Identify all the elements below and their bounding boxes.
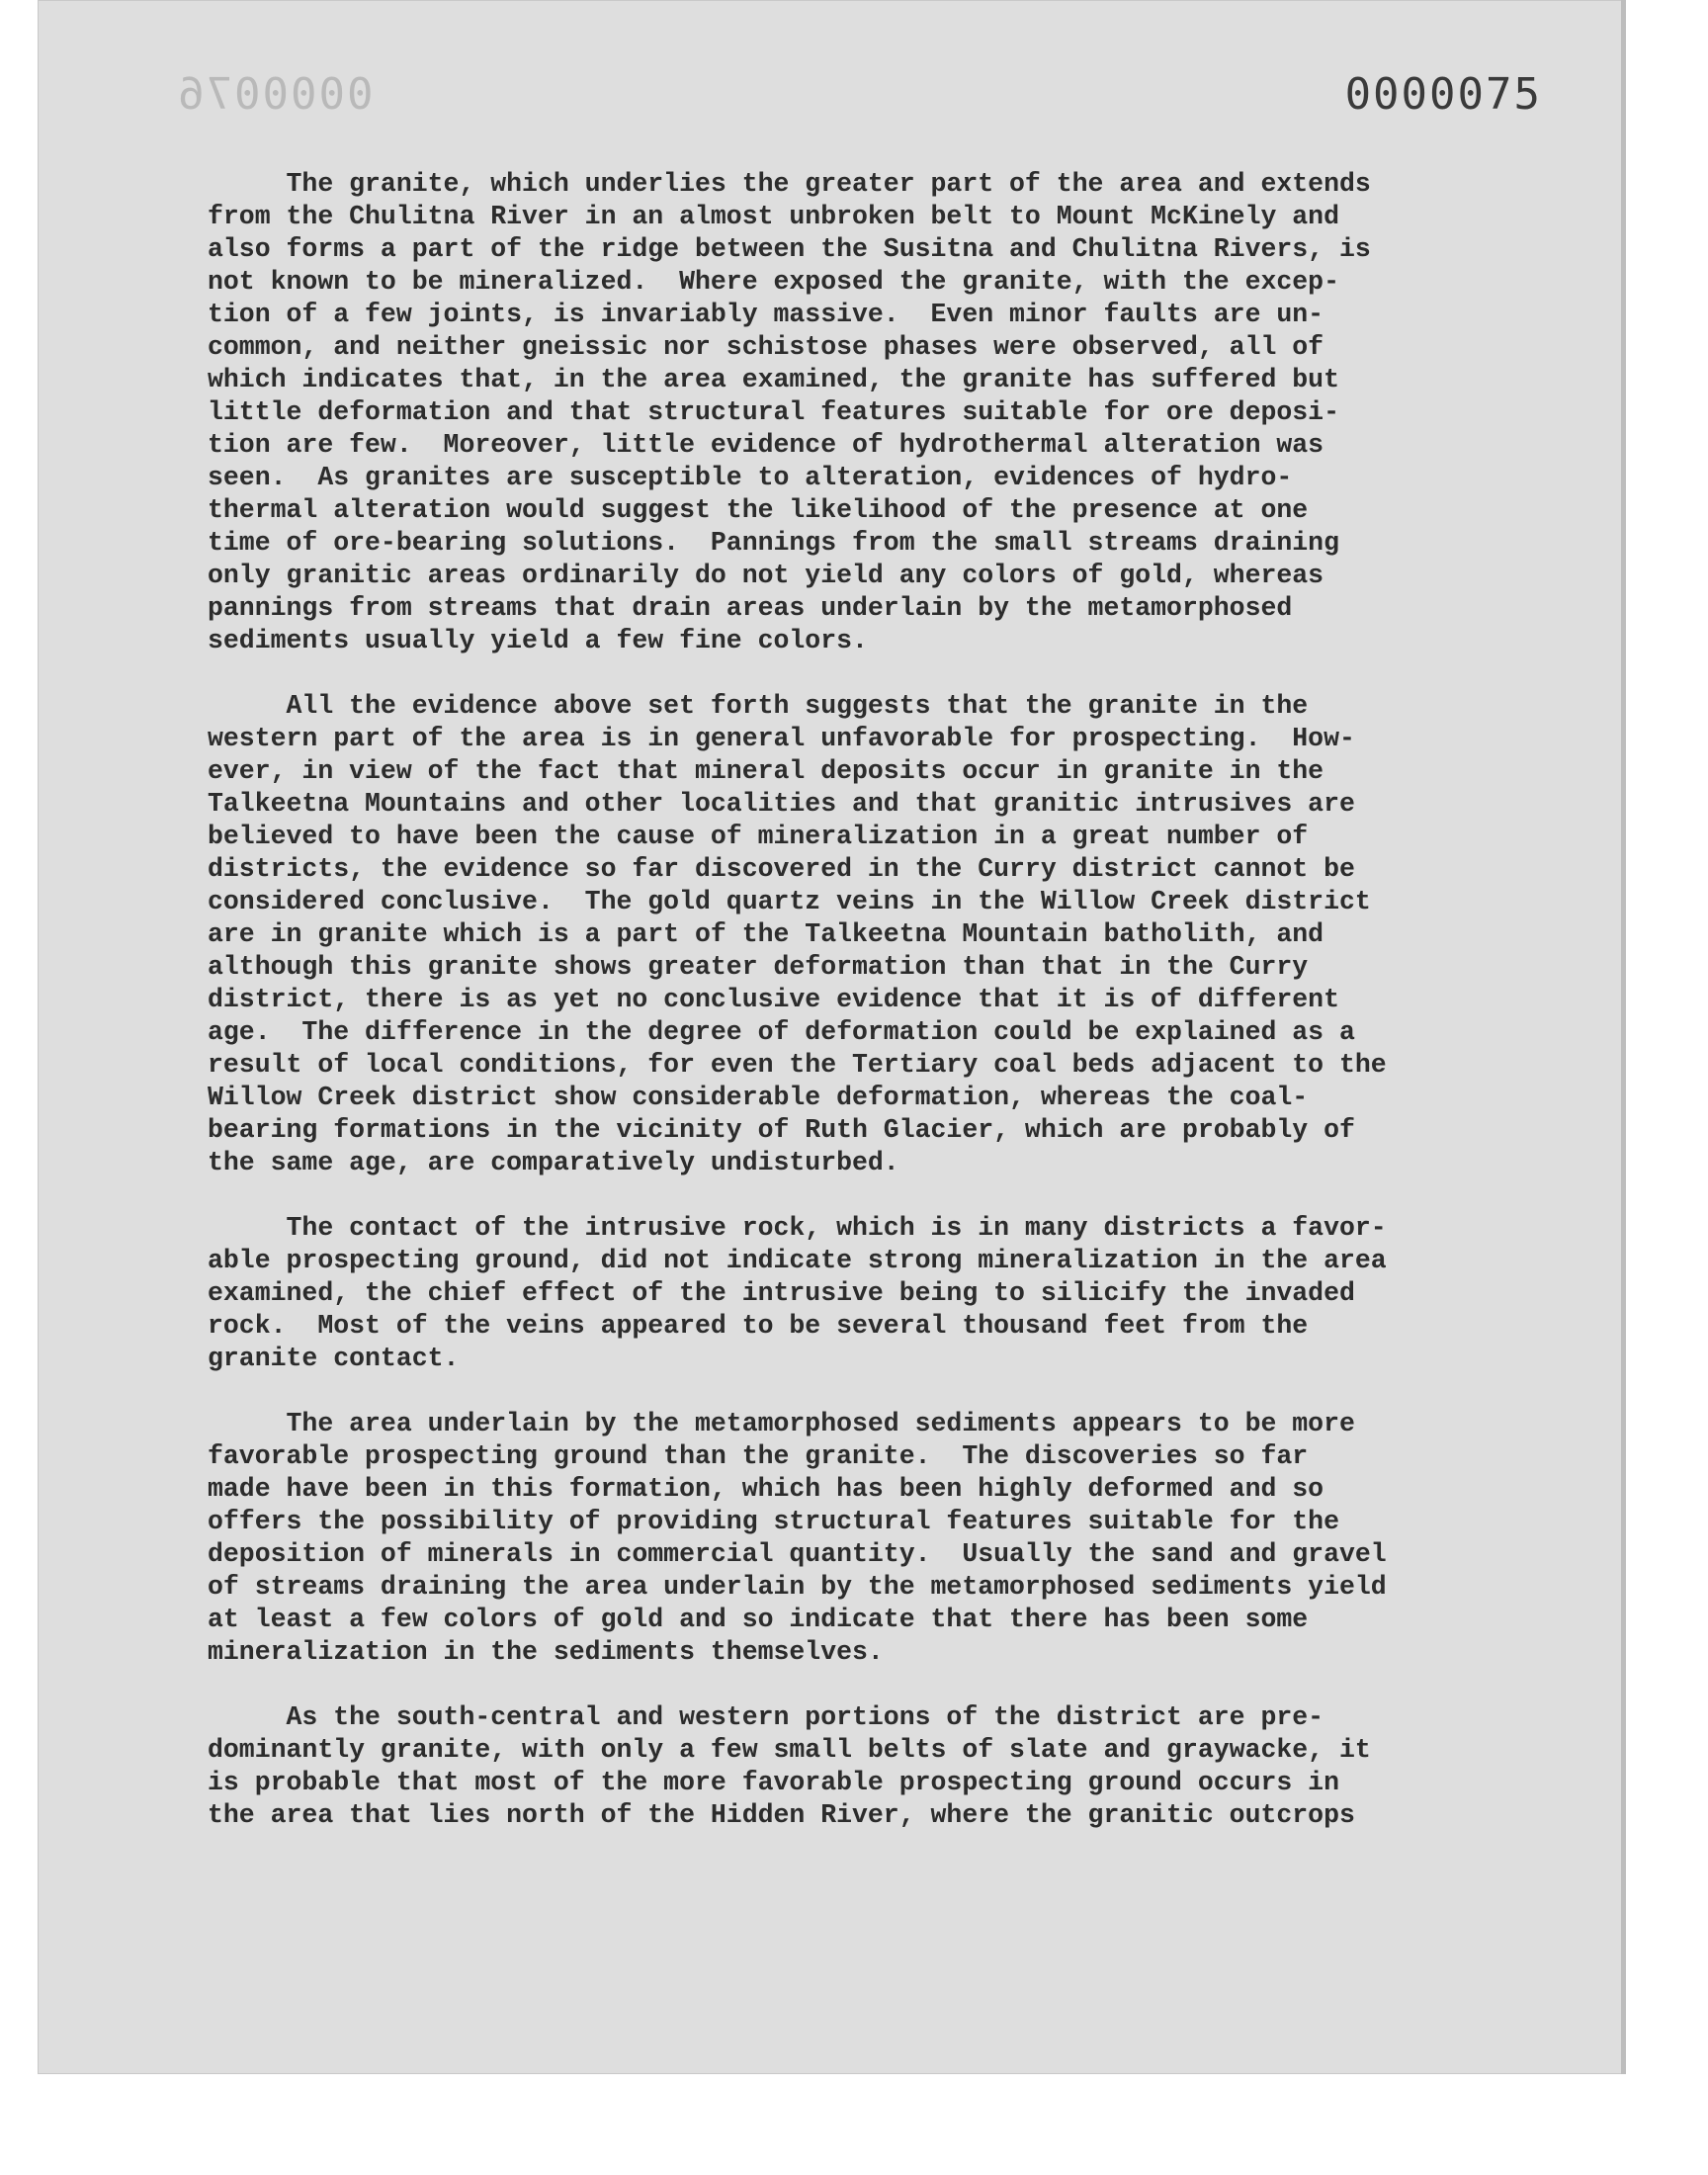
text-line: favorable prospecting ground than the granite. The discoveries so far — [208, 1441, 1309, 1471]
text-line: at least a few colors of gold and so indicate that there has been some — [208, 1605, 1309, 1634]
text-line: dominantly granite, with only a few small belts of slate and graywacke, it — [208, 1735, 1371, 1765]
text-line: thermal alteration would suggest the likelihood of the presence at one — [208, 495, 1309, 525]
text-line: which indicates that, in the area examined, the granite has suffered but — [208, 365, 1339, 394]
text-line: the same age, are comparatively undisturbed. — [208, 1148, 899, 1177]
text-line: believed to have been the cause of mineralization in a great number of — [208, 822, 1309, 851]
paragraph-2 — [208, 690, 1493, 1179]
text-line: time of ore-bearing solutions. Pannings from the small streams draining — [208, 528, 1339, 558]
text-line: mineralization in the sediments themselves. — [208, 1637, 884, 1667]
text-line: is probable that most of the more favorable prospecting ground occurs in — [208, 1768, 1339, 1797]
text-line: result of local conditions, for even the Tertiary coal beds adjacent to the — [208, 1050, 1387, 1080]
text-line: from the Chulitna River in an almost unbroken belt to Mount McKinely and — [208, 202, 1339, 231]
text-line: not known to be mineralized. Where exposed the granite, with the excep- — [208, 267, 1339, 297]
text-line: ever, in view of the fact that mineral deposits occur in granite in the — [208, 756, 1324, 786]
text-line: tion are few. Moreover, little evidence of hydrothermal alteration was — [208, 430, 1324, 460]
text-line: tion of a few joints, is invariably massive. Even minor faults are un- — [208, 300, 1324, 329]
paragraph-4 — [208, 1408, 1493, 1669]
page-edge-shadow — [1621, 0, 1626, 2074]
bleed-through-page-number: 0000076 — [176, 69, 374, 120]
text-line: The contact of the intrusive rock, which is in many districts a favor- — [208, 1213, 1387, 1243]
text-line: common, and neither gneissic nor schistose phases were observed, all of — [208, 332, 1324, 362]
text-line: rock. Most of the veins appeared to be several thousand feet from the — [208, 1311, 1309, 1341]
text-line: Willow Creek district show considerable deformation, whereas the coal- — [208, 1083, 1309, 1112]
text-line: districts, the evidence so far discovered in the Curry district cannot be — [208, 854, 1355, 884]
text-line: only granitic areas ordinarily do not yield any colors of gold, whereas — [208, 561, 1324, 590]
paragraph-3 — [208, 1212, 1493, 1375]
text-line: bearing formations in the vicinity of Ruth Glacier, which are probably of — [208, 1115, 1355, 1145]
text-line: granite contact. — [208, 1344, 460, 1373]
text-line: of streams draining the area underlain by the metamorphosed sediments yield — [208, 1572, 1387, 1602]
text-line: offers the possibility of providing structural features suitable for the — [208, 1507, 1339, 1536]
text-line: considered conclusive. The gold quartz veins in the Willow Creek district — [208, 887, 1371, 916]
text-line: examined, the chief effect of the intrusive being to silicify the invaded — [208, 1278, 1355, 1308]
text-line: although this granite shows greater deformation than that in the Curry — [208, 952, 1309, 982]
text-line: also forms a part of the ridge between the Susitna and Chulitna Rivers, is — [208, 234, 1371, 264]
paragraph-5 — [208, 1701, 1493, 1832]
text-line: district, there is as yet no conclusive evidence that it is of different — [208, 985, 1339, 1014]
paragraph-1 — [208, 168, 1493, 657]
text-line: able prospecting ground, did not indicate strong mineralization in the area — [208, 1246, 1387, 1275]
text-line: deposition of minerals in commercial quantity. Usually the sand and gravel — [208, 1539, 1387, 1569]
text-line: the area that lies north of the Hidden River, where the granitic outcrops — [208, 1800, 1355, 1830]
text-line: are in granite which is a part of the Talkeetna Mountain batholith, and — [208, 919, 1324, 949]
text-line: made have been in this formation, which has been highly deformed and so — [208, 1474, 1324, 1504]
text-line: age. The difference in the degree of deformation could be explained as a — [208, 1017, 1355, 1047]
text-line: western part of the area is in general unfavorable for prospecting. How- — [208, 724, 1355, 753]
text-line: sediments usually yield a few fine colors. — [208, 626, 868, 655]
text-line: The granite, which underlies the greater part of the area and extends — [208, 169, 1371, 199]
text-line: little deformation and that structural features suitable for ore deposi- — [208, 397, 1339, 427]
text-line: seen. As granites are susceptible to alteration, evidences of hydro- — [208, 463, 1293, 492]
page-number: 0000075 — [1344, 69, 1542, 120]
body-text — [208, 168, 1493, 1865]
text-line: As the south-central and western portions of the district are pre- — [208, 1702, 1324, 1732]
text-line: pannings from streams that drain areas underlain by the metamorphosed — [208, 593, 1293, 623]
text-line: Talkeetna Mountains and other localities and that granitic intrusives are — [208, 789, 1355, 819]
text-line: All the evidence above set forth suggests that the granite in the — [208, 691, 1309, 721]
text-line: The area underlain by the metamorphosed sediments appears to be more — [208, 1409, 1355, 1438]
